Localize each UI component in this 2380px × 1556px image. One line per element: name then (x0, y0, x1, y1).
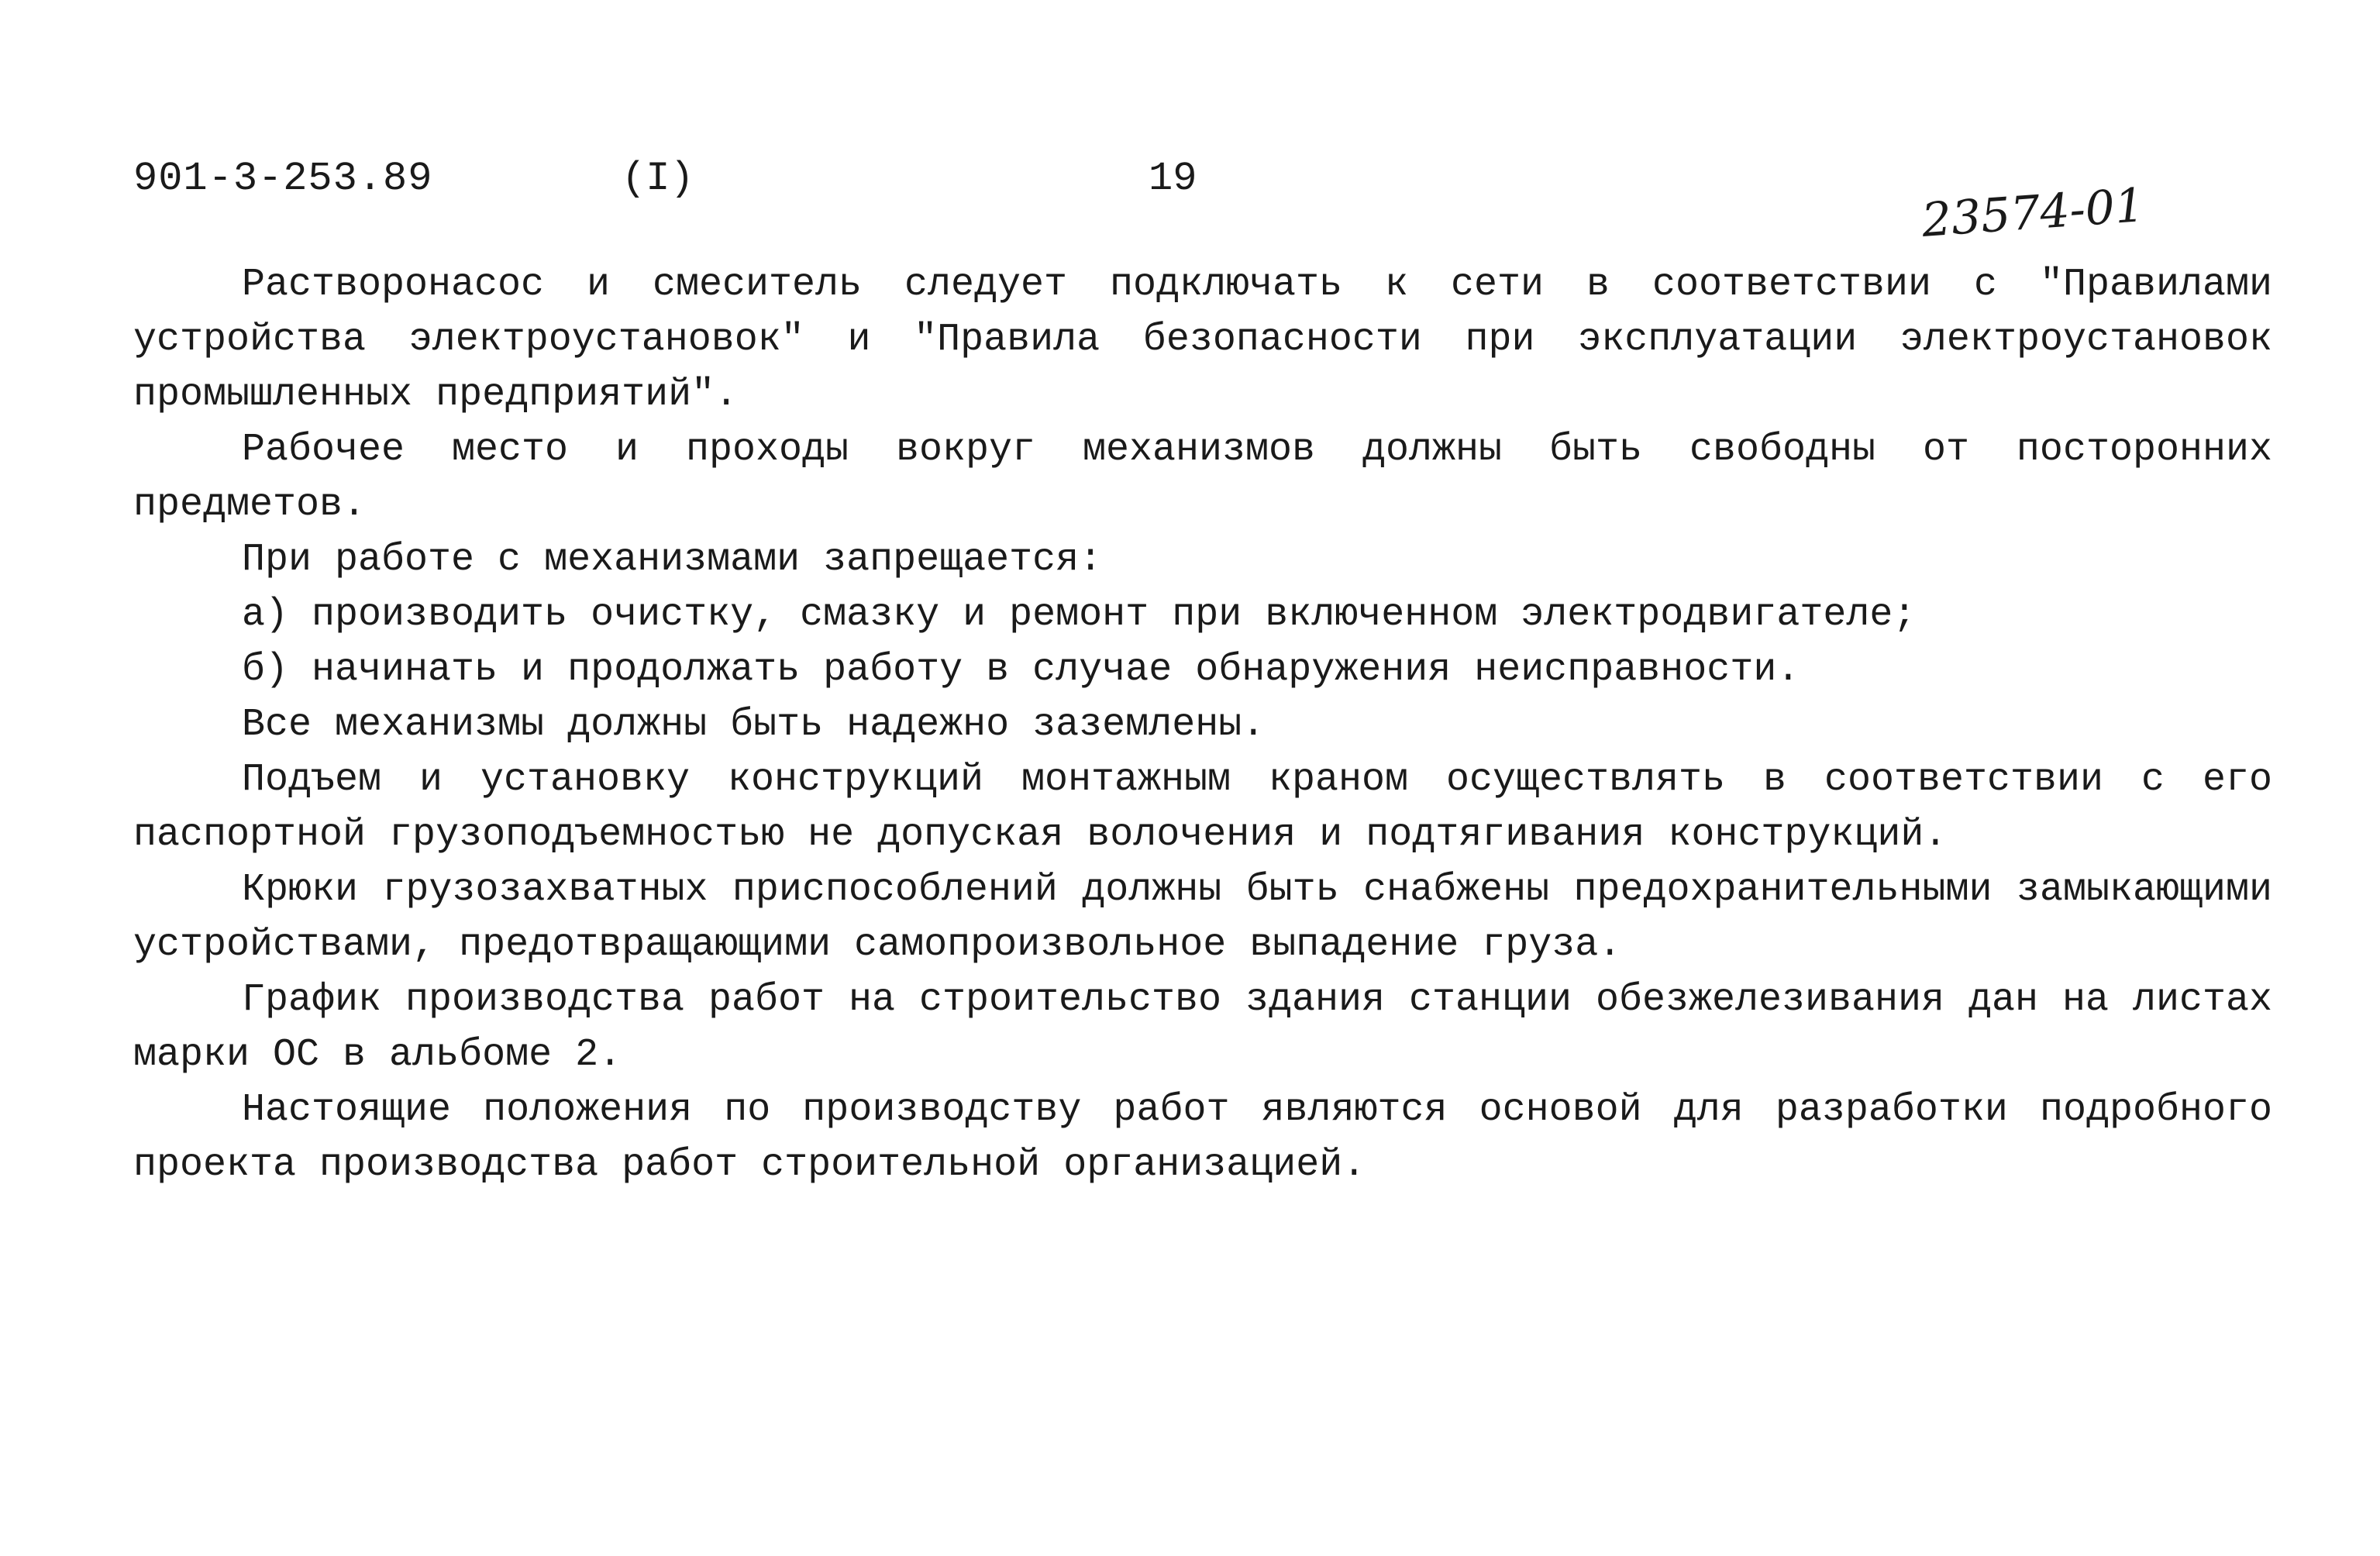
page-number: 19 (1149, 156, 1197, 201)
paragraph-conclusion: Настоящие положения по производству работ являются основой для разработки подробного проекта производства работ строительной организацией. (133, 1088, 2272, 1187)
paragraph-prohibitions: При работе с механизмами запрещается: (242, 538, 1103, 582)
paragraph-schedule: График производства работ на строительство здания станции обезжелезивания дан на листах марки ОС в альбоме 2. (133, 978, 2272, 1077)
paragraph-grounding: Все механизмы должны быть надежно заземлены. (242, 703, 1266, 747)
paragraph-item-a: а) производить очистку, смазку и ремонт при включенном электродвигателе; (242, 593, 1917, 637)
paragraph-hooks: Крюки грузозахватных приспособлений должны быть снабжены предохранительными замыкающими устройствами, предотвращающими самопроизвольное выпадение груза. (133, 868, 2272, 967)
body-text (133, 257, 2272, 1193)
handwritten-inventory-number: 23574-01 (1920, 178, 2147, 248)
document-code: 901-3-253.89 (133, 156, 433, 201)
paragraph-electrical-connection: Растворонасос и смеситель следует подключать к сети в соответствии с "Правилами устройства электроустановок" и "Правила безопасности при эксплуатации электроустановок промышленных предприятий". (133, 263, 2272, 417)
paragraph-item-b: б) начинать и продолжать работу в случае обнаружения неисправности. (242, 648, 1800, 692)
volume-number: (I) (622, 156, 694, 201)
paragraph-crane-lifting: Подъем и установку конструкций монтажным краном осуществлять в соответствии с его паспортной грузоподъемностью не допуская волочения и подтягивания конструкций. (133, 758, 2272, 857)
paragraph-workplace: Рабочее место и проходы вокруг механизмов должны быть свободны от посторонних предметов. (133, 428, 2272, 527)
